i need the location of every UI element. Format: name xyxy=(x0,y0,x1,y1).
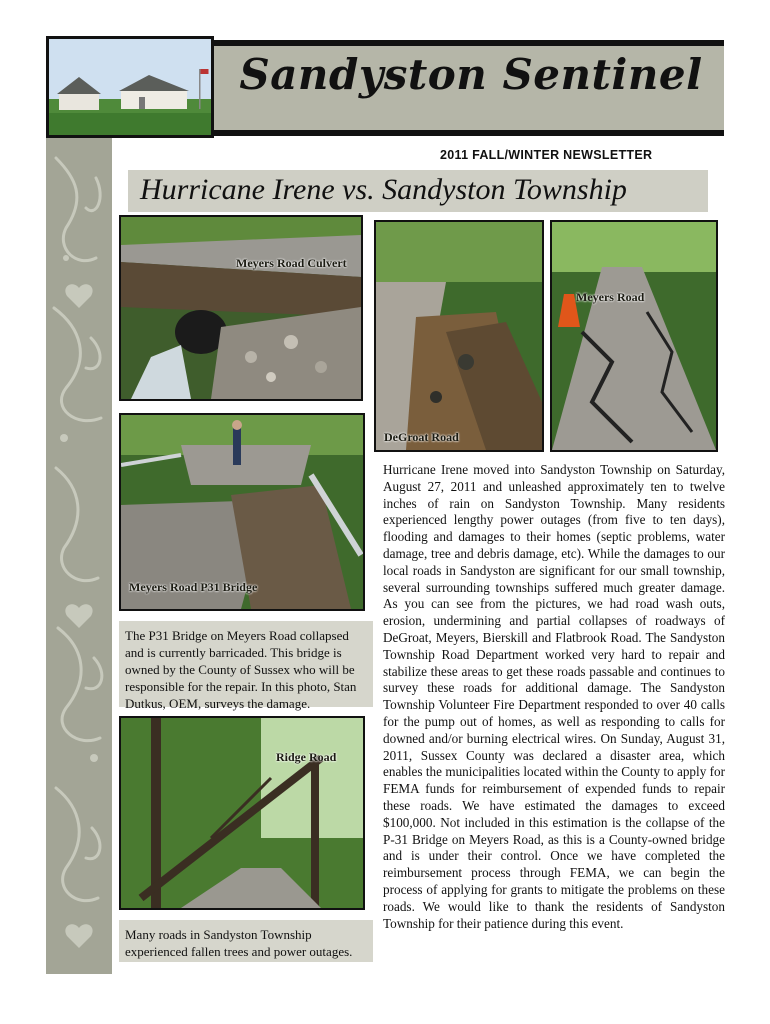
masthead-bottom-rule xyxy=(214,130,724,136)
caption-fallen-trees: Many roads in Sandyston Township experienced fallen trees and power outages. xyxy=(119,920,373,962)
photo-meyers-road xyxy=(550,220,718,452)
newsletter-title: Sandyston Sentinel xyxy=(239,50,703,99)
photo-label-bridge: Meyers Road P31 Bridge xyxy=(129,580,258,594)
edition-label: 2011 FALL/WINTER NEWSLETTER xyxy=(440,148,653,162)
photo-meyers-road-culvert xyxy=(119,215,363,401)
photo-label-degroat: DeGroat Road xyxy=(384,430,459,444)
photo-label-meyers-road: Meyers Road xyxy=(576,290,645,304)
article-headline: Hurricane Irene vs. Sandyston Township xyxy=(140,173,627,206)
caption-bridge: The P31 Bridge on Meyers Road collapsed and is currently barricaded. This bridge is owned by the County of Sussex who will be responsible for the repair. In this photo, Stan Dutkus, OEM, surveys the damage. xyxy=(119,621,373,707)
photo-degroat-road xyxy=(374,220,544,452)
photo-label-culvert: Meyers Road Culvert xyxy=(236,256,347,270)
header-photo-town-hall xyxy=(46,36,214,138)
photo-label-ridge: Ridge Road xyxy=(276,750,337,764)
decorative-sidebar xyxy=(46,138,112,974)
photo-ridge-road xyxy=(119,716,365,910)
article-body: Hurricane Irene moved into Sandyston Township on Saturday, August 27, 2011 and unleashed approximately ten to twelve inches of rain on Sandyston Township. Many residents experienced lengthy power outages (from five to ten days), flooding and damages to their homes (septic problems, water damage, tree and debris damage, etc). While the damages to our local roads in Sandyston are significant for our small township, several surrounding townships suffered much greater damage. As you can see from the pictures, we had road wash outs, erosion, undermining and partial collapses of roadways of DeGroat, Meyers, Bierskill and Flatbrook Road. The Sandyston Township Road Department worked very hard to repair and stabilize these areas to get these roads passable and continues to survey these roads for additional damage. The Sandyston Township Volunteer Fire Department responded to over 40 calls for the pump out of homes, as well as responding to calls for downed and/or burning electrical wires. On Sunday, August 31, 2011, Sussex County was declared a disaster area, which enables the municipalities located within the County to apply for FEMA funds for reimbursement of expended funds to repair these roads. We have estimated the damages to exceed $100,000. Not included in this estimation is the collapse of the P-31 Bridge on Meyers Road, as this is a County-owned bridge and is under their control. Once we have completed the reimbursement process through FEMA, we can begin the process of applying for grants to mitigate the problems on these roads. We would like to thank the residents of Sandyston Township for their patience during this event. xyxy=(383,462,725,931)
